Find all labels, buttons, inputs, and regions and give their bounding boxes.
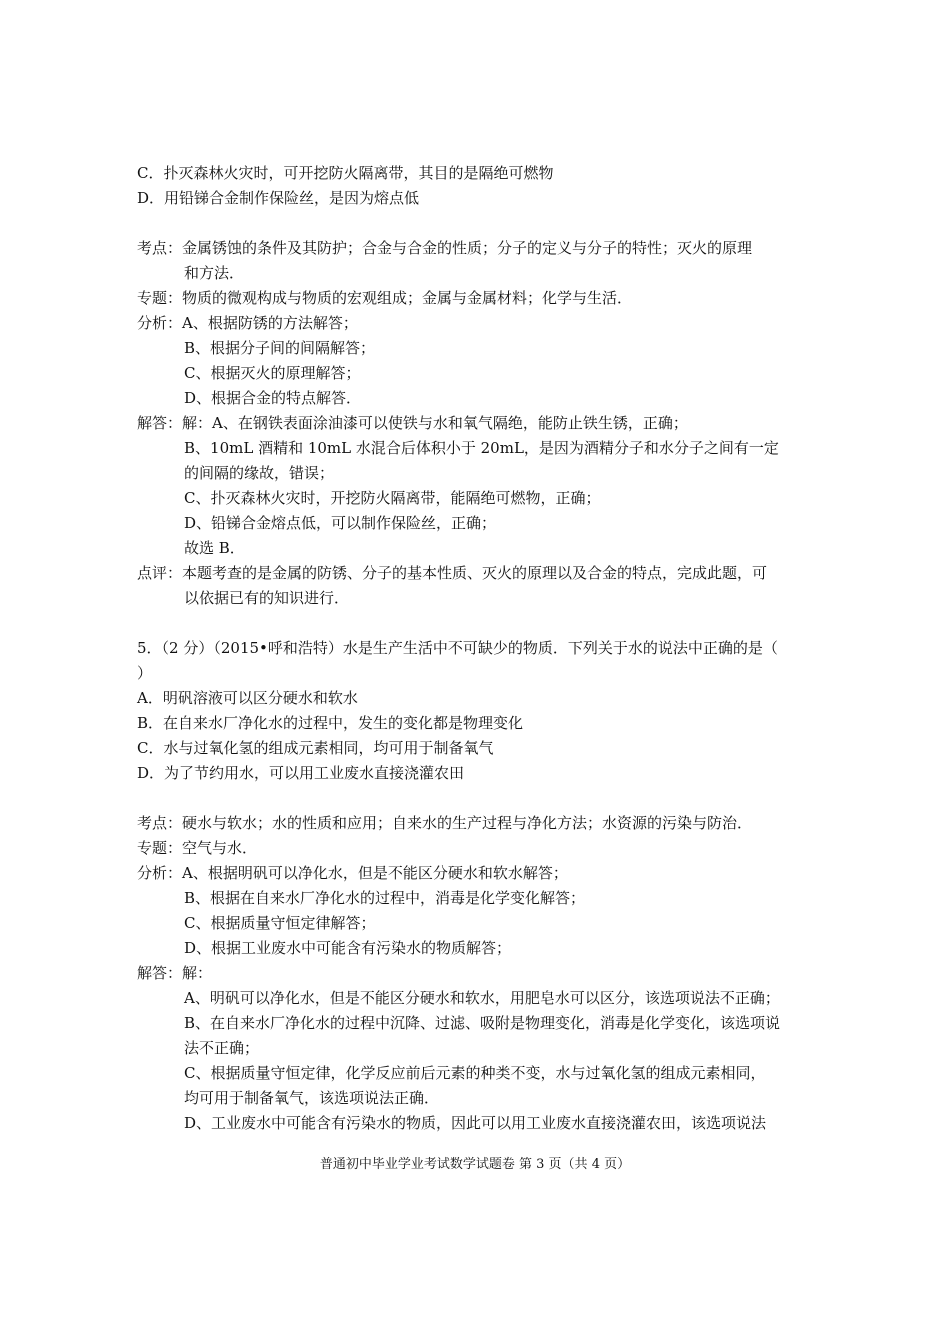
jieda-line: 故选 B． xyxy=(184,539,245,557)
jieda-line: A、明矾可以净化水，但是不能区分硬水和软水，用肥皂水可以区分，该选项说法不正确； xyxy=(184,989,780,1007)
option-d: D．用铅锑合金制作保险丝，是因为熔点低 xyxy=(137,189,420,207)
jieda-label: 解答：解： xyxy=(137,964,213,982)
fenxi-line: B、根据分子间的间隔解答； xyxy=(184,339,376,357)
jieda-line: B、在自来水厂净化水的过程中沉降、过滤、吸附是物理变化，消毒是化学变化，该选项说 xyxy=(184,1014,781,1032)
jieda-line: 均可用于制备氧气，该选项说法正确． xyxy=(184,1089,440,1107)
jieda-line: C、扑灭森林火灾时，开挖防火隔离带，能隔绝可燃物，正确； xyxy=(184,489,601,507)
zhuanti-label: 专题：空气与水． xyxy=(137,839,258,857)
page-footer: 普通初中毕业学业考试数学试题卷 第 3 页（共 4 页） xyxy=(319,1157,631,1172)
kaodian-continued: 和方法． xyxy=(184,264,245,282)
option-a: A．明矾溶液可以区分硬水和软水 xyxy=(137,689,358,707)
fenxi-line: C、根据灭火的原理解答； xyxy=(184,364,361,382)
fenxi-line: D、根据合金的特点解答． xyxy=(184,389,362,407)
dianping-label: 点评：本题考查的是金属的防锈、分子的基本性质、灭火的原理以及合金的特点，完成此题，可 xyxy=(137,564,768,582)
fenxi-line: C、根据质量守恒定律解答； xyxy=(184,914,376,932)
option-c: C．扑灭森林火灾时，可开挖防火隔离带，其目的是隔绝可燃物 xyxy=(137,164,554,182)
jieda-line: B、10mL 酒精和 10mL 水混合后体积小于 20mL，是因为酒精分子和水分子之间有一定 xyxy=(184,439,779,457)
jieda-line: 法不正确； xyxy=(184,1039,260,1057)
zhuanti-label: 专题：物质的微观构成与物质的宏观组成；金属与金属材料；化学与生活． xyxy=(137,289,633,307)
question-stem: 5．（2 分）（2015•呼和浩特）水是生产生活中不可缺少的物质．下列关于水的说法中正确的是（ xyxy=(137,639,778,657)
fenxi-line: B、根据在自来水厂净化水的过程中，消毒是化学变化解答； xyxy=(184,889,586,907)
option-d: D．为了节约用水，可以用工业废水直接浇灌农田 xyxy=(137,764,465,782)
jieda-line: C、根据质量守恒定律，化学反应前后元素的种类不变，水与过氧化氢的组成元素相同， xyxy=(184,1064,766,1082)
jieda-line: D、铅锑合金熔点低，可以制作保险丝，正确； xyxy=(184,514,497,532)
fenxi-line: 分析：A、根据防锈的方法解答； xyxy=(137,314,358,332)
fenxi-line: 分析：A、根据明矾可以净化水，但是不能区分硬水和软水解答； xyxy=(137,864,568,882)
fenxi-line: D、根据工业废水中可能含有污染水的物质解答； xyxy=(184,939,512,957)
jieda-line: D、工业废水中可能含有污染水的物质，因此可以用工业废水直接浇灌农田，该选项说法 xyxy=(184,1114,767,1132)
kaodian-label: 考点：金属锈蚀的条件及其防护；合金与合金的性质；分子的定义与分子的特性；灭火的原理 xyxy=(137,239,753,257)
jieda-line: 的间隔的缘故，错误； xyxy=(184,464,335,482)
option-b: B．在自来水厂净化水的过程中，发生的变化都是物理变化 xyxy=(137,714,524,732)
jieda-line: 解答：解：A、在钢铁表面涂油漆可以使铁与水和氧气隔绝，能防止铁生锈，正确； xyxy=(137,414,688,432)
option-c: C．水与过氧化氢的组成元素相同，均可用于制备氧气 xyxy=(137,739,494,757)
kaodian-label: 考点：硬水与软水；水的性质和应用；自来水的生产过程与净化方法；水资源的污染与防治． xyxy=(137,814,753,832)
dianping-continued: 以依据已有的知识进行． xyxy=(184,589,350,607)
question-stem-continued: ） xyxy=(137,664,153,682)
